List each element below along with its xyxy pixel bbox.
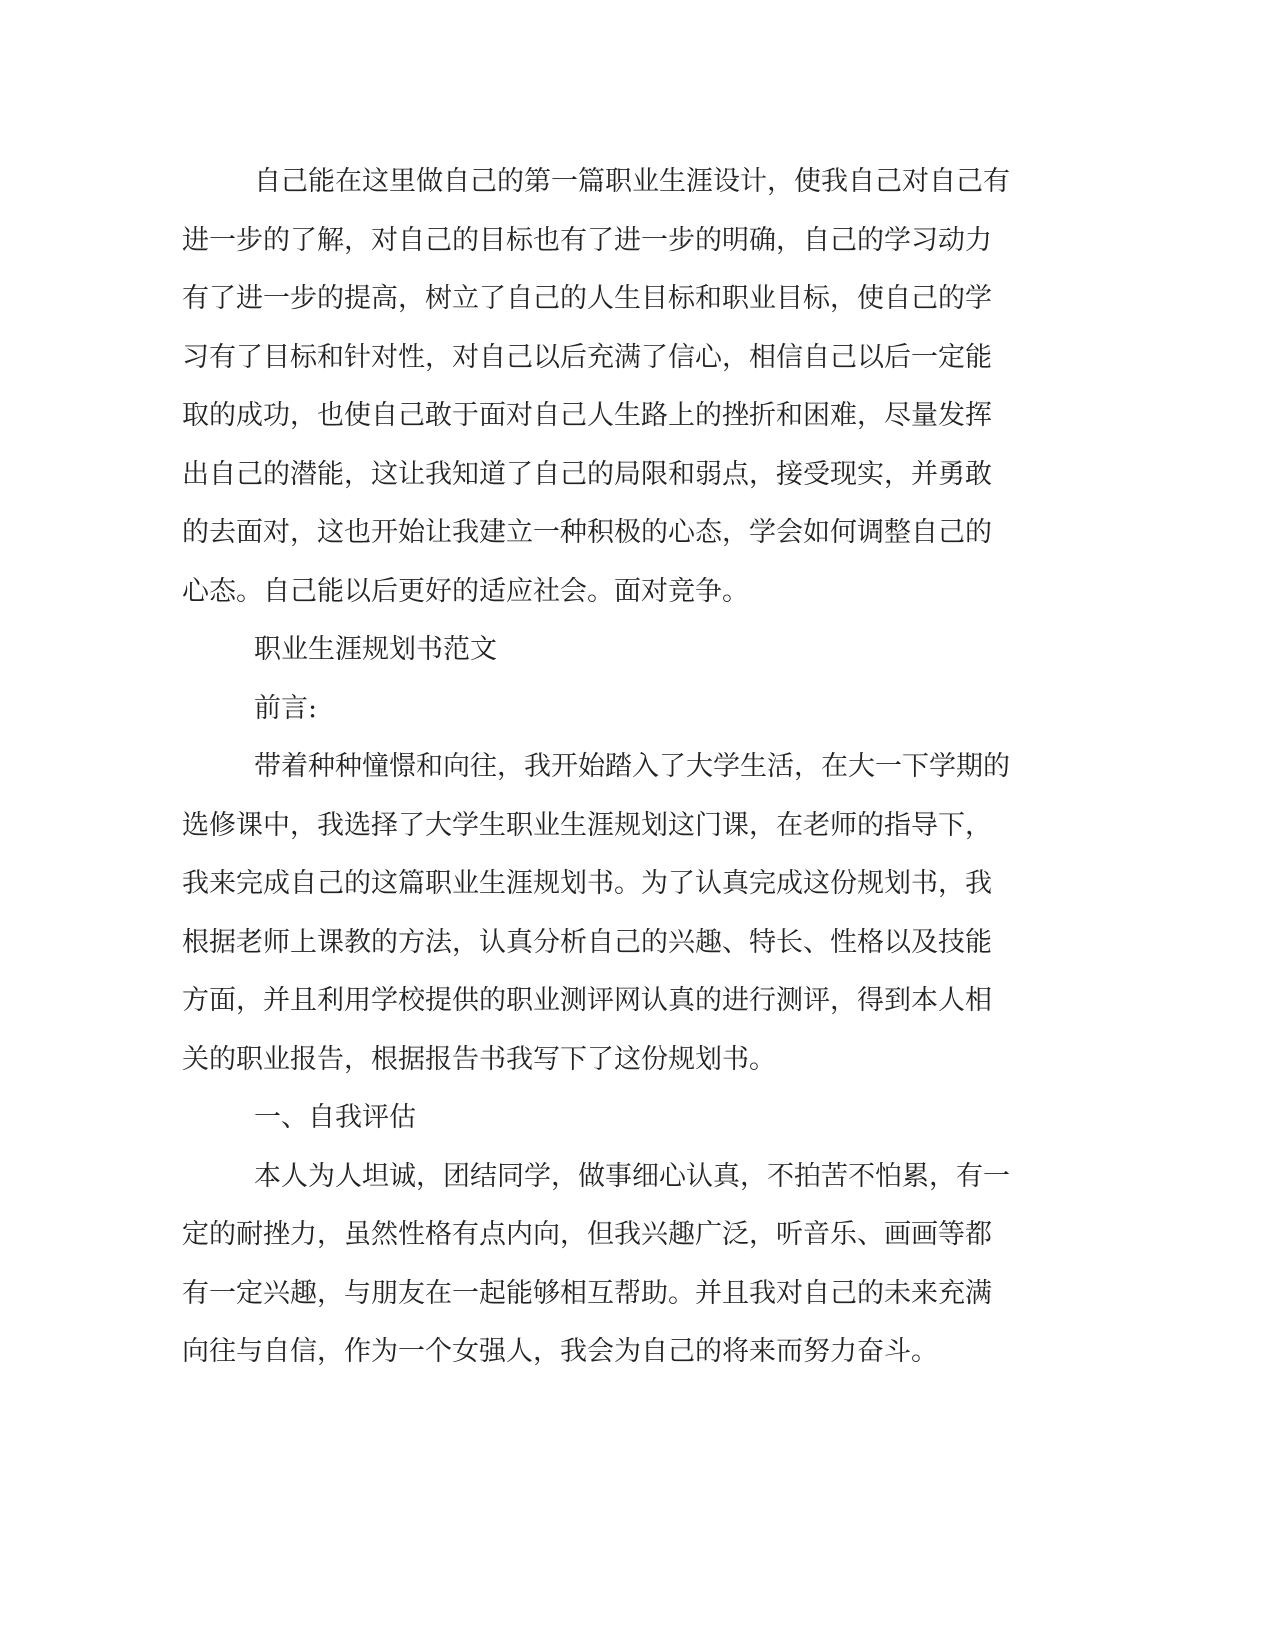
text-line: 本人为人坦诚，团结同学，做事细心认真，不拍苦不怕累，有一: [254, 1160, 1010, 1192]
text-line: 有一定兴趣，与朋友在一起能够相互帮助。并且我对自己的未来充满: [182, 1277, 992, 1309]
section-heading-self-assessment: 一、自我评估: [254, 1102, 416, 1133]
document-body: [182, 153, 1032, 1382]
text-line: 进一步的了解，对自己的目标也有了进一步的明确，自己的学习动力: [182, 224, 992, 256]
text-line: 向往与自信，作为一个女强人，我会为自己的将来而努力奋斗。: [182, 1336, 938, 1367]
text-line: 心态。自己能以后更好的适应社会。面对竞争。: [182, 575, 749, 607]
text-line: 取的成功，也使自己敢于面对自己人生路上的挫折和困难，尽量发挥: [182, 400, 992, 431]
text-line: 有了进一步的提高，树立了自己的人生目标和职业目标，使自己的学: [182, 283, 992, 314]
text-line: 关的职业报告，根据报告书我写下了这份规划书。: [182, 1043, 776, 1075]
text-line: 习有了目标和针对性，对自己以后充满了信心，相信自己以后一定能: [182, 341, 992, 373]
paragraph-self-assessment: [182, 1148, 1032, 1382]
paragraph-preface: [182, 738, 1032, 1089]
text-line: 带着种种憧憬和向往，我开始踏入了大学生活，在大一下学期的: [254, 751, 1010, 782]
preface-heading: 前言:: [254, 692, 318, 724]
text-line: 根据老师上课教的方法，认真分析自己的兴趣、特长、性格以及技能: [182, 926, 992, 958]
text-line: 我来完成自己的这篇职业生涯规划书。为了认真完成这份规划书，我: [182, 868, 992, 899]
text-line: 的去面对，这也开始让我建立一种积极的心态，学会如何调整自己的: [182, 517, 992, 548]
text-line: 定的耐挫力，虽然性格有点内向，但我兴趣广泛，听音乐、画画等都: [182, 1219, 992, 1250]
text-line: 自己能在这里做自己的第一篇职业生涯设计，使我自己对自己有: [254, 166, 1010, 197]
paragraph-reflection: [182, 153, 1032, 621]
document-title: 职业生涯规划书范文: [254, 634, 497, 665]
text-line: 出自己的潜能，这让我知道了自己的局限和弱点，接受现实，并勇敢: [182, 458, 992, 490]
text-line: 方面，并且利用学校提供的职业测评网认真的进行测评，得到本人相: [182, 985, 992, 1016]
text-line: 选修课中，我选择了大学生职业生涯规划这门课，在老师的指导下，: [182, 809, 992, 841]
